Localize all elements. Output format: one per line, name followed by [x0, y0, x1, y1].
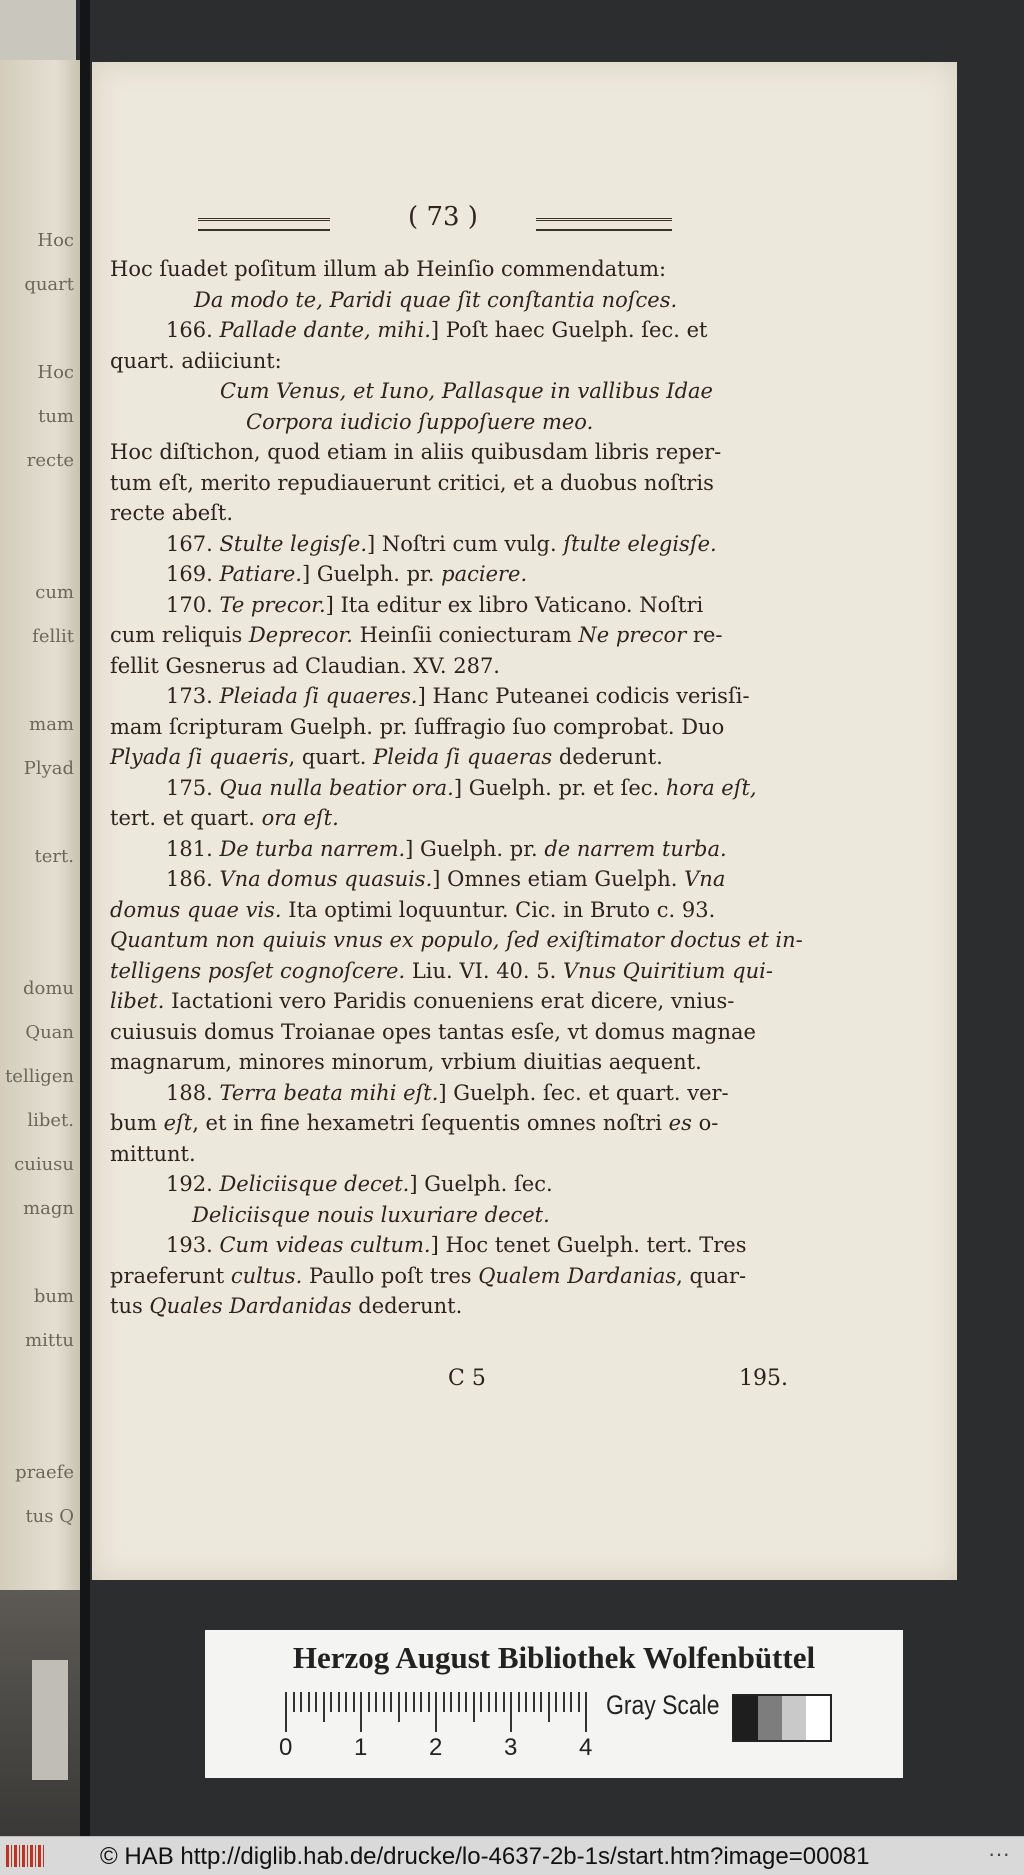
scale-number: 2	[429, 1734, 443, 1761]
ruler-tick	[435, 1692, 437, 1732]
ruler-tick	[338, 1692, 340, 1712]
ruler-tick	[375, 1692, 377, 1712]
text-line	[110, 773, 780, 804]
page-header	[108, 200, 678, 240]
fragment-text: cuiusu	[14, 1154, 74, 1175]
ruler-tick	[518, 1692, 520, 1712]
text-span: mittunt.	[110, 1141, 196, 1166]
text-span: 193.	[166, 1233, 220, 1257]
fragment-text	[0, 1374, 78, 1418]
fragment-text: mam	[29, 714, 74, 735]
text-line	[110, 590, 780, 621]
text-span: ] Guelph. ſec.	[409, 1172, 553, 1196]
text-span: , quart.	[288, 745, 374, 769]
text-line	[110, 346, 780, 377]
text-line	[110, 620, 780, 651]
italic-text: Deprecor.	[248, 623, 353, 647]
text-line	[110, 376, 780, 407]
italic-text: Qua nulla beatior ora.	[219, 775, 454, 800]
ruler-tick	[563, 1692, 565, 1712]
ruler-tick	[578, 1692, 580, 1712]
fragment-text: magn	[23, 1198, 74, 1219]
ruler-tick	[443, 1692, 445, 1712]
fragment-text	[0, 890, 78, 934]
text-span: mam ſcripturam Guelph. pr. ſuffragio ſuo comprobat. Duo	[110, 714, 725, 739]
ruler-tick	[525, 1692, 527, 1712]
ruler-tick	[345, 1692, 347, 1712]
text-line	[110, 468, 780, 499]
ruler-tick	[390, 1692, 392, 1712]
italic-text: Pleida ſi quaeras	[373, 745, 553, 769]
ruler-tick	[548, 1692, 550, 1722]
text-span: 186.	[166, 867, 220, 891]
text-span: dederunt.	[552, 745, 663, 769]
scale-number: 3	[504, 1734, 518, 1761]
text-line	[110, 986, 780, 1017]
text-span: dederunt.	[351, 1294, 463, 1318]
ruler-tick	[465, 1692, 467, 1712]
text-line	[110, 864, 780, 895]
fragment-text: mittu	[25, 1330, 74, 1351]
text-line	[110, 1078, 780, 1109]
italic-text: ora eſt.	[261, 806, 339, 830]
italic-text: Vna	[684, 867, 726, 891]
italic-text: Vna domus quasuis.	[219, 867, 433, 891]
text-span: 181.	[166, 836, 220, 861]
text-line	[110, 1017, 780, 1048]
italic-text: Da modo te, Paridi quae ſit conſtantia noſces.	[194, 287, 678, 312]
text-line	[110, 651, 780, 682]
fragment-text: fellit	[32, 626, 74, 647]
ruler-tick	[315, 1692, 317, 1712]
italic-text: Cum videas cultum.	[219, 1233, 431, 1257]
text-line	[110, 559, 780, 590]
gray-swatch	[782, 1696, 806, 1740]
text-span: Iactationi vero Paridis conueniens erat dicere, vnius-	[164, 989, 735, 1013]
ruler-tick	[300, 1692, 302, 1712]
italic-text: de narrem turba.	[544, 836, 727, 861]
italic-text: Stulte legisſe.	[219, 531, 368, 556]
text-span: magnarum, minores minorum, vrbium diuitias aequent.	[110, 1050, 702, 1074]
text-span: ] Noſtri cum vulg.	[367, 531, 564, 556]
text-span: ] Ita editur ex libro Vaticano. Noſtri	[325, 592, 704, 617]
text-span: ] Guelph. pr.	[301, 562, 442, 586]
text-line	[110, 956, 780, 987]
text-line	[110, 834, 780, 865]
italic-text: Qualem Dardanias	[478, 1263, 677, 1288]
fragment-text	[0, 538, 78, 582]
ruler-tick	[473, 1692, 475, 1722]
fragment-text: tus Q	[25, 1506, 74, 1527]
ruler-tick	[480, 1692, 482, 1712]
page-footer	[110, 1366, 788, 1402]
italic-text: paciere.	[441, 562, 528, 586]
scale-number: 4	[579, 1734, 593, 1761]
scale-ruler	[285, 1692, 585, 1732]
previous-page-top	[0, 0, 76, 60]
italic-text: Cum Venus, et Iuno, Pallasque in vallibus Idae	[220, 379, 713, 403]
ruler-tick	[323, 1692, 325, 1722]
spine-label	[32, 1660, 68, 1780]
ruler-tick	[383, 1692, 385, 1712]
text-span: ] Guelph. pr. et ſec.	[453, 775, 666, 800]
fragment-text: recte	[26, 450, 74, 471]
fragment-text: quart	[24, 274, 74, 295]
ruler-tick	[540, 1692, 542, 1712]
text-line	[110, 1108, 780, 1139]
fragment-text: Quan	[25, 1022, 74, 1043]
text-span: Ita optimi loquuntur. Cic. in Bruto c. 93.	[281, 897, 716, 922]
ruler-tick	[308, 1692, 310, 1712]
text-span: ] Guelph. pr.	[405, 836, 545, 861]
text-span: o-	[691, 1111, 719, 1135]
catchword: 195.	[739, 1366, 788, 1391]
text-line	[110, 498, 780, 529]
ruler-tick	[293, 1692, 295, 1712]
text-span: recte abeſt.	[110, 501, 234, 525]
text-line	[110, 1047, 780, 1078]
text-span: cuiusuis domus Troianae opes tantas esſe, vt domus magnae	[110, 1019, 756, 1044]
previous-page-text-fragments	[0, 230, 78, 1550]
fragment-text	[0, 1242, 78, 1286]
status-bar	[0, 1836, 1024, 1875]
fragment-text: telligen	[5, 1066, 74, 1087]
italic-text: Plyada ſi quaeris	[110, 745, 289, 769]
ruler-tick	[420, 1692, 422, 1712]
signature-mark: C 5	[448, 1366, 486, 1391]
text-span: tert. et quart.	[110, 806, 262, 830]
more-icon[interactable]: ···	[988, 1841, 1010, 1866]
text-span: 169.	[166, 562, 220, 586]
text-line	[110, 1261, 780, 1292]
header-rule-left	[198, 218, 330, 231]
ruler-tick	[330, 1692, 332, 1712]
italic-text: Corpora iudicio ſuppoſuere meo.	[246, 409, 594, 434]
text-line	[110, 285, 780, 316]
ruler-tick	[503, 1692, 505, 1712]
ruler-tick	[533, 1692, 535, 1712]
italic-text: eſt	[163, 1111, 193, 1135]
ruler-tick	[405, 1692, 407, 1712]
ruler-tick	[510, 1692, 512, 1732]
text-span: ] Omnes etiam Guelph.	[432, 867, 685, 891]
barcode-icon	[6, 1845, 44, 1867]
text-span: quart. adiiciunt:	[110, 348, 282, 373]
text-span: 173.	[166, 684, 220, 708]
text-span: Hoc ſuadet poſitum illum ab Heinſio commendatum:	[110, 257, 667, 281]
italic-text: es	[668, 1111, 692, 1135]
text-line	[110, 1230, 780, 1261]
ruler-tick	[585, 1692, 587, 1732]
text-span: tum eſt, merito repudiauerunt critici, et a duobus noſtris	[110, 470, 714, 495]
italic-text: domus quae vis.	[110, 897, 282, 922]
gray-swatch	[806, 1696, 830, 1740]
fragment-text: praefe	[15, 1462, 74, 1483]
italic-text: Ne precor	[578, 623, 687, 647]
text-span: 192.	[166, 1172, 220, 1196]
italic-text: Patiare.	[219, 562, 302, 586]
text-span: 166.	[166, 318, 220, 342]
fragment-text: Hoc	[37, 230, 74, 251]
italic-text: Quantum non quiuis vnus ex populo, ſed exiſtimator doctus et in-	[110, 928, 803, 952]
text-span: ] Hoc tenet Guelph. tert. Tres	[430, 1233, 747, 1257]
text-line	[110, 895, 780, 926]
text-span: Heinſii coniecturam	[352, 623, 579, 647]
italic-text: libet.	[110, 989, 165, 1013]
text-span: 167.	[166, 531, 220, 556]
text-line	[110, 681, 780, 712]
ruler-tick	[488, 1692, 490, 1712]
text-line	[110, 407, 780, 438]
italic-text: hora eſt,	[665, 775, 757, 800]
fragment-text	[0, 934, 78, 978]
ruler-tick	[368, 1692, 370, 1712]
text-span: tus	[110, 1294, 150, 1318]
text-line	[110, 1291, 780, 1322]
gray-swatch	[734, 1696, 758, 1740]
italic-text: De turba narrem.	[219, 836, 406, 861]
scale-number: 1	[354, 1734, 368, 1761]
ruler-tick	[413, 1692, 415, 1712]
text-line	[110, 437, 780, 468]
page-gutter	[80, 0, 90, 1836]
text-span: cum reliquis	[110, 623, 249, 647]
fragment-text	[0, 802, 78, 846]
italic-text: ſtulte elegisſe.	[563, 531, 717, 556]
fragment-text	[0, 1418, 78, 1462]
italic-text: Vnus Quiritium qui-	[562, 958, 773, 983]
ruler-tick	[360, 1692, 362, 1732]
text-span: re-	[686, 623, 723, 647]
italic-text: Quales Dardanidas	[149, 1294, 352, 1318]
text-span: , quar-	[676, 1263, 747, 1288]
text-span: Liu. VI. 40. 5.	[405, 958, 563, 983]
gray-scale-label: Gray Scale	[606, 1690, 720, 1720]
text-line	[110, 925, 803, 956]
text-span: 170.	[166, 592, 220, 617]
library-name: Herzog August Bibliothek Wolfenbüttel	[292, 1640, 816, 1675]
text-line	[110, 742, 780, 773]
text-span: 175.	[166, 775, 220, 800]
ruler-tick	[450, 1692, 452, 1712]
text-line	[110, 1200, 780, 1231]
text-span: ] Hanc Puteanei codicis verisſi-	[417, 684, 750, 708]
italic-text: Deliciisque decet.	[219, 1172, 410, 1196]
scale-number: 0	[279, 1734, 293, 1761]
gray-swatch	[758, 1696, 782, 1740]
text-line	[110, 1139, 780, 1170]
text-line	[110, 712, 780, 743]
ruler-tick	[458, 1692, 460, 1712]
italic-text: Te precor.	[219, 592, 326, 617]
italic-text: Pleiada ſi quaeres.	[219, 684, 418, 708]
italic-text: Terra beata mihi eſt.	[219, 1080, 439, 1105]
text-span: ] Poſt haec Guelph. ſec. et	[430, 318, 708, 342]
text-span: ] Guelph. ſec. et quart. ver-	[438, 1080, 729, 1105]
fragment-text: libet.	[27, 1110, 74, 1131]
italic-text: Deliciisque nouis luxuriare decet.	[192, 1202, 550, 1227]
ruler-tick	[495, 1692, 497, 1712]
fragment-text	[0, 318, 78, 362]
ruler-tick	[555, 1692, 557, 1712]
fragment-text: Plyad	[23, 758, 74, 779]
fragment-text	[0, 494, 78, 538]
text-span: praeferunt	[110, 1263, 231, 1288]
fragment-text	[0, 670, 78, 714]
grayscale-target-card	[205, 1630, 903, 1778]
fragment-text: tert.	[34, 846, 74, 867]
fragment-text: tum	[38, 406, 74, 427]
text-line	[110, 315, 780, 346]
italic-text: cultus.	[230, 1263, 303, 1288]
gray-swatches	[732, 1694, 832, 1742]
text-line	[110, 1169, 780, 1200]
text-line	[110, 254, 780, 285]
text-span: Hoc diſtichon, quod etiam in aliis quibusdam libris reper-	[110, 440, 722, 464]
page-number: ( 73 )	[408, 202, 478, 232]
fragment-text: Hoc	[37, 362, 74, 383]
copyright-url[interactable]: © HAB http://diglib.hab.de/drucke/lo-4637-2b-1s/start.htm?image=00081	[100, 1843, 870, 1870]
header-rule-right	[536, 218, 672, 231]
text-span: , et in fine hexametri ſequentis omnes noſtri	[192, 1111, 669, 1135]
ruler-tick	[353, 1692, 355, 1712]
ruler-tick	[428, 1692, 430, 1712]
fragment-text: domu	[22, 978, 74, 999]
italic-text: telligens posſet cognoſcere.	[110, 958, 406, 983]
fragment-text: cum	[35, 582, 74, 603]
text-span: Paullo poſt tres	[302, 1263, 479, 1288]
text-line	[110, 529, 780, 560]
ruler-tick	[285, 1692, 287, 1732]
italic-text: Pallade dante, mihi.	[219, 318, 431, 342]
ruler-tick	[570, 1692, 572, 1712]
text-line	[110, 803, 780, 834]
text-span: bum	[110, 1111, 164, 1135]
text-span: fellit Gesnerus ad Claudian. XV. 287.	[110, 653, 500, 678]
text-span: 188.	[166, 1080, 220, 1105]
page-body-text	[110, 254, 803, 1322]
ruler-tick	[398, 1692, 400, 1722]
fragment-text: bum	[33, 1286, 74, 1307]
